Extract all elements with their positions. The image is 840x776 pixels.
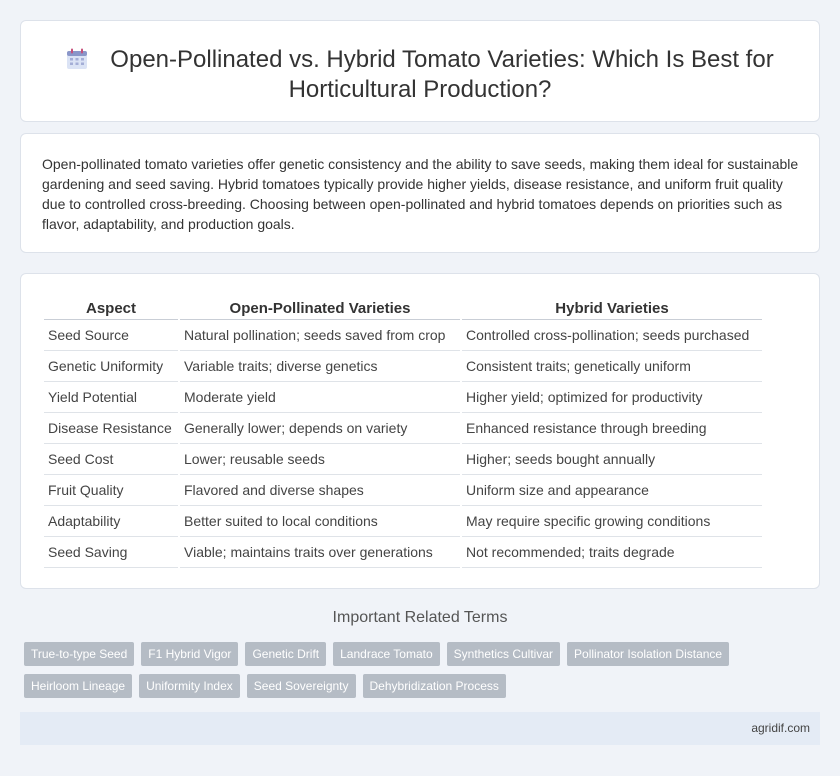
intro-card bbox=[20, 133, 820, 253]
cell-hybrid: Uniform size and appearance bbox=[462, 475, 762, 506]
tag-link[interactable]: Seed Sovereignty bbox=[247, 674, 356, 698]
cell-open-pollinated: Better suited to local conditions bbox=[180, 506, 460, 537]
table-row bbox=[44, 320, 762, 351]
related-terms-tags bbox=[24, 642, 824, 706]
tag-link[interactable]: Pollinator Isolation Distance bbox=[567, 642, 729, 666]
tag-row bbox=[24, 674, 824, 698]
table-row bbox=[44, 444, 762, 475]
page-title-text: Open-Pollinated vs. Hybrid Tomato Varieties: Which Is Best for Horticultural Production? bbox=[110, 46, 774, 103]
tag-link[interactable]: F1 Hybrid Vigor bbox=[141, 642, 238, 666]
cell-open-pollinated: Natural pollination; seeds saved from crop bbox=[180, 320, 460, 351]
table-row bbox=[44, 351, 762, 382]
calendar-icon bbox=[66, 48, 88, 70]
table-row bbox=[44, 382, 762, 413]
cell-open-pollinated: Lower; reusable seeds bbox=[180, 444, 460, 475]
cell-aspect: Seed Cost bbox=[44, 444, 178, 475]
cell-aspect: Yield Potential bbox=[44, 382, 178, 413]
intro-paragraph: Open-pollinated tomato varieties offer genetic consistency and the ability to save seeds, making them ideal for sustainable gardening and seed saving. Hybrid tomatoes typically provide higher yields, disease resistance, and uniform fruit quality due to controlled cross-breeding. Choosing between open-pollinated and hybrid tomatoes depends on priorities such as flavor, adaptability, and production goals. bbox=[42, 156, 799, 232]
header-aspect: Aspect bbox=[44, 294, 178, 320]
tag-link[interactable]: Uniformity Index bbox=[139, 674, 240, 698]
table-row bbox=[44, 506, 762, 537]
tag-link[interactable]: Genetic Drift bbox=[245, 642, 326, 666]
comparison-table bbox=[42, 294, 764, 568]
table-header-row bbox=[44, 294, 762, 320]
cell-hybrid: Consistent traits; genetically uniform bbox=[462, 351, 762, 382]
cell-hybrid: May require specific growing conditions bbox=[462, 506, 762, 537]
cell-hybrid: Higher yield; optimized for productivity bbox=[462, 382, 762, 413]
tag-link[interactable]: True-to-type Seed bbox=[24, 642, 134, 666]
comparison-card bbox=[20, 273, 820, 589]
cell-hybrid: Controlled cross-pollination; seeds purchased bbox=[462, 320, 762, 351]
related-terms-heading: Important Related Terms bbox=[332, 609, 508, 626]
table-row bbox=[44, 475, 762, 506]
cell-aspect: Adaptability bbox=[44, 506, 178, 537]
table-row bbox=[44, 537, 762, 568]
cell-aspect: Disease Resistance bbox=[44, 413, 178, 444]
cell-hybrid: Not recommended; traits degrade bbox=[462, 537, 762, 568]
table-row bbox=[44, 413, 762, 444]
cell-aspect: Seed Saving bbox=[44, 537, 178, 568]
cell-aspect: Genetic Uniformity bbox=[44, 351, 178, 382]
tag-link[interactable]: Synthetics Cultivar bbox=[447, 642, 560, 666]
cell-open-pollinated: Moderate yield bbox=[180, 382, 460, 413]
footer-site-link[interactable]: agridif.com bbox=[751, 721, 810, 735]
cell-open-pollinated: Flavored and diverse shapes bbox=[180, 475, 460, 506]
cell-hybrid: Enhanced resistance through breeding bbox=[462, 413, 762, 444]
cell-open-pollinated: Viable; maintains traits over generations bbox=[180, 537, 460, 568]
cell-aspect: Fruit Quality bbox=[44, 475, 178, 506]
tag-row bbox=[24, 642, 824, 666]
tag-link[interactable]: Dehybridization Process bbox=[363, 674, 506, 698]
tag-link[interactable]: Heirloom Lineage bbox=[24, 674, 132, 698]
cell-open-pollinated: Variable traits; diverse genetics bbox=[180, 351, 460, 382]
header-open-pollinated: Open-Pollinated Varieties bbox=[180, 294, 460, 320]
tag-link[interactable]: Landrace Tomato bbox=[333, 642, 440, 666]
cell-open-pollinated: Generally lower; depends on variety bbox=[180, 413, 460, 444]
cell-hybrid: Higher; seeds bought annually bbox=[462, 444, 762, 475]
cell-aspect: Seed Source bbox=[44, 320, 178, 351]
footer bbox=[20, 712, 820, 745]
title-card bbox=[20, 20, 820, 122]
page-title bbox=[61, 45, 779, 105]
header-hybrid: Hybrid Varieties bbox=[462, 294, 762, 320]
